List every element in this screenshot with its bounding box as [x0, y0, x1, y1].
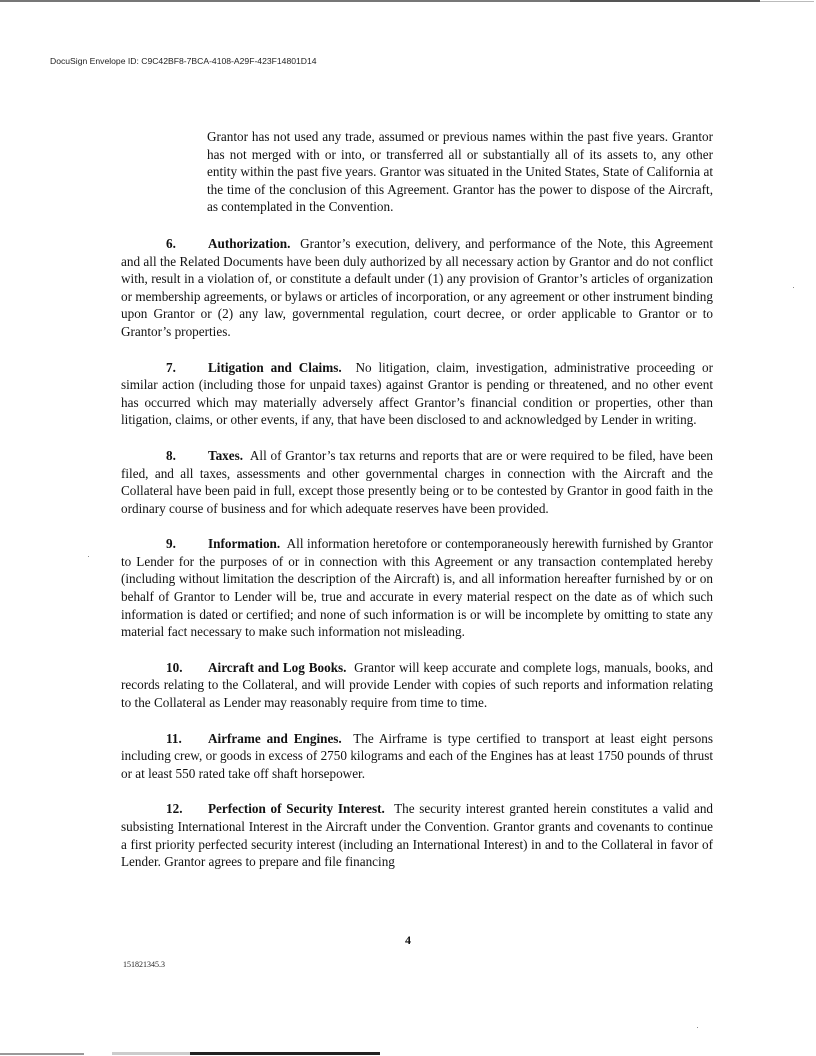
section-number: 6. — [166, 235, 176, 251]
section-number: 10. — [166, 659, 183, 675]
section-heading: Authorization. — [208, 235, 291, 251]
section-body: The security interest granted herein constitutes a valid and subsisting International Interest in the Aircraft under the Convention. Grantor grants and covenants to continue a first priority perfected security interest (including an International Interest) in and to the Collateral in favor of Lender. Grantor agrees to prepare and file financing — [121, 801, 714, 870]
document-body — [121, 128, 713, 889]
scan-speck — [88, 556, 89, 557]
section-heading: Aircraft and Log Books. — [208, 659, 347, 675]
section-body: No litigation, claim, investigation, administrative proceeding or similar action (including those for unpaid taxes) against Grantor is pending or threatened, and no other event has occurred which may materially adversely affect Grantor’s financial condition or properties, other than litigation, claims, or other events, if any, that have been disclosed to and acknowledged by Lender in writing. — [121, 359, 713, 428]
continuation-paragraph: Grantor has not used any trade, assumed or previous names within the past five years. Grantor has not merged with or into, or transferred all or substantially all of its assets to, any other entity within the past five years. Grantor was situated in the United States, State of California at the time of the conclusion of this Agreement. Grantor has the power to dispose of the Aircraft, as contemplated in the Convention. — [207, 129, 713, 215]
section-number: 12. — [166, 801, 183, 817]
scan-edge-top-tail — [760, 1, 814, 2]
section-number: 11. — [166, 730, 182, 746]
section-body: All information heretofore or contemporaneously herewith furnished by Grantor to Lender for the purposes of or in connection with this Agreement or any transaction contemplated hereby (including without limitation the description of the Aircraft) is, and all information hereafter furnished by or on behalf of Grantor to Lender will be, true and accurate in every material respect on the date as of which such information is dated or certified; and none of such information is or will be incomplete by omitting to state any material fact necessary to make such information not misleading. — [121, 536, 713, 640]
section-heading: Litigation and Claims. — [208, 359, 342, 375]
section-number: 8. — [166, 447, 176, 463]
document-number: 151821345.3 — [123, 960, 165, 969]
page-number: 4 — [405, 933, 411, 947]
section-body: The Airframe is type certified to transport at least eight persons including crew, or goods in excess of 2750 kilograms and each of the Engines has at least 1750 pounds of thrust or at least 550 rated take off shaft horsepower. — [121, 730, 713, 781]
section-12-perfection-of-security-interest — [121, 800, 713, 870]
scan-edge-bottom-right — [190, 1052, 380, 1055]
section-body: Grantor’s execution, delivery, and performance of the Note, this Agreement and all the Related Documents have been duly authorized by all necessary action by Grantor and do not conflict with, result in a violation of, or constitute a default under (1) any provision of Grantor’s articles of organization or membership agreements, or bylaws or articles of incorporation, or any agreement or other instrument binding upon Grantor or (2) any law, governmental regulation, court decree, or order applicable to Grantor or to Grantor’s properties. — [121, 235, 714, 339]
section-9-information — [121, 535, 713, 641]
section-heading: Information. — [208, 536, 281, 552]
section-11-airframe-and-engines — [121, 730, 713, 783]
section-7-litigation-and-claims — [121, 359, 713, 429]
section-heading: Taxes. — [208, 447, 244, 463]
docusign-envelope-id: DocuSign Envelope ID: C9C42BF8-7BCA-4108-A29F-423F14801D14 — [50, 56, 317, 66]
scan-edge-top-right — [570, 0, 760, 2]
section-heading: Airframe and Engines. — [208, 730, 342, 746]
section-body: All of Grantor’s tax returns and reports that are or were required to be filed, have been filed, and all taxes, assessments and other governmental charges in connection with the Aircraft and the Collateral have been paid in full, except those presently being or to be contested by Grantor in good faith in the ordinary course of business and for which adequate reserves have been provided. — [121, 447, 713, 516]
scan-speck — [697, 1027, 698, 1028]
section-6-authorization — [121, 235, 713, 341]
section-10-aircraft-and-log-books — [121, 659, 713, 712]
scan-edge-bottom-mid — [112, 1052, 190, 1055]
section-body: Grantor will keep accurate and complete logs, manuals, books, and records relating to the Collateral, and will provide Lender with copies of such reports and information relating to the Collateral as Lender may reasonably require from time to time. — [121, 659, 713, 711]
section-8-taxes — [121, 447, 713, 517]
scan-speck — [793, 287, 794, 288]
scan-edge-bottom-left — [0, 1053, 84, 1055]
section-number: 9. — [166, 536, 176, 552]
section-number: 7. — [166, 359, 176, 375]
section-heading: Perfection of Security Interest. — [208, 801, 385, 817]
scan-edge-top-left — [0, 0, 570, 2]
